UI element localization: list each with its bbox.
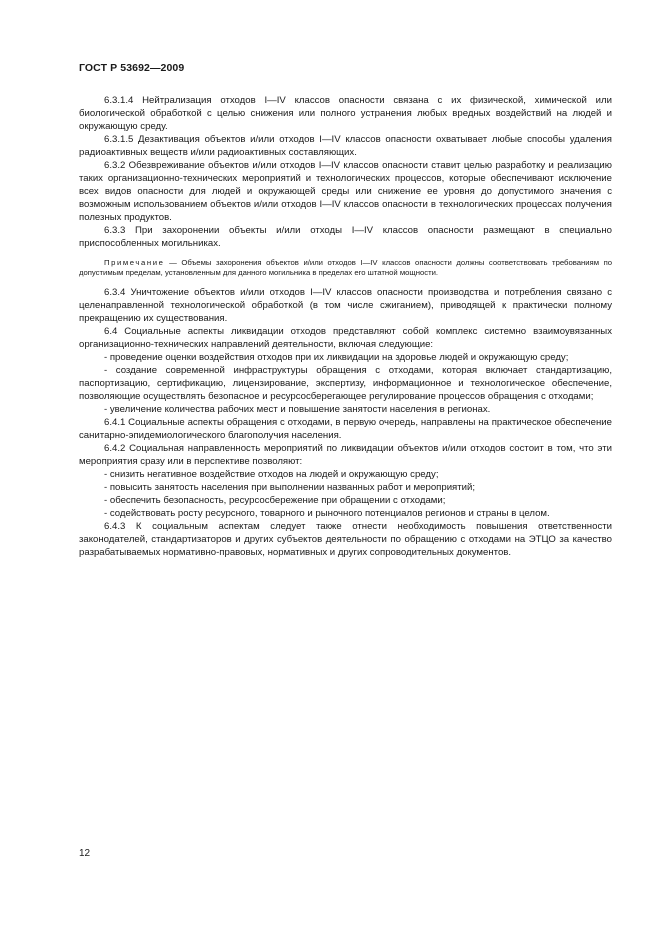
paragraph-6-3-2: 6.3.2 Обезвреживание объектов и/или отходов I—IV классов опасности ставит целью разработку и реализацию таких организационно-технических мероприятий и технологических процессов, которые обеспечивают исключение всех видов опасности для людей и окружающей среды или снижение ее уровня до допустимого значения с возможным использованием объектов и/или отходов I—IV классов опасности в технологических процессах получения полезных продуктов. xyxy=(79,160,612,223)
list-item: - повысить занятость населения при выполнении названных работ и мероприятий; xyxy=(104,481,476,493)
paragraph-6-3-1-4: 6.3.1.4 Нейтрализация отходов I—IV классов опасности связана с их физической, химической или биологической обработкой с целью снижения или полного устранения любых вредных воздействий на людей и окружающую среду. xyxy=(79,95,612,132)
note-text: — Объемы захоронения объектов и/или отходов I—IV классов опасности должны соответствовать требованиям по допустимым пределам, установленным для данного могильника в пределах его штатной мощности. xyxy=(79,258,613,278)
list-item: - снизить негативное воздействие отходов на людей и окружающую среду; xyxy=(104,468,439,480)
note xyxy=(79,258,612,279)
paragraph-6-3-1-5: 6.3.1.5 Дезактивация объектов и/или отходов I—IV классов опасности охватывает любые способы удаления радиоактивных веществ и/или радиоактивных составляющих. xyxy=(79,134,612,158)
document-header: ГОСТ Р 53692—2009 xyxy=(79,62,185,74)
list-item: - проведение оценки воздействия отходов при их ликвидации на здоровье людей и окружающую среду; xyxy=(104,351,569,363)
list-item: - содействовать росту ресурсного, товарного и рыночного потенциалов регионов и страны в целом. xyxy=(104,507,550,519)
list-item: - обеспечить безопасность, ресурсосбережение при обращении с отходами; xyxy=(104,494,446,506)
paragraph-6-4-3: 6.4.3 К социальным аспектам следует также отнести необходимость повышения ответственности законодателей, стандартизаторов и других субъектов деятельности по обращению с отходами на ЭТЦО за качество разрабатываемых нормативно-правовых, нормативных и других сопроводительных документов. xyxy=(79,520,612,558)
paragraph-6-4-1: 6.4.1 Социальные аспекты обращения с отходами, в первую очередь, направлены на практическое обеспечение санитарно-эпидемиологического благополучия населения. xyxy=(79,416,612,441)
note-label: Примечание xyxy=(104,258,165,267)
list-item: - увеличение количества рабочих мест и повышение занятости населения в регионах. xyxy=(104,403,491,415)
paragraph-6-3-3: 6.3.3 При захоронении объекты и/или отходы I—IV классов опасности размещают в специально приспособленных могильниках. xyxy=(79,225,612,249)
paragraph-6-4-2: 6.4.2 Социальная направленность мероприятий по ликвидации объектов и/или отходов состоит в том, что эти мероприятия сразу или в перспективе позволяют: xyxy=(79,442,612,467)
page-number: 12 xyxy=(79,848,91,859)
paragraph-6-3-4: 6.3.4 Уничтожение объектов и/или отходов I—IV классов опасности производства и потребления связано с целенаправленной технологической обработкой (в том числе сжиганием), приводящей к практически полному прекращению их существования. xyxy=(79,286,612,324)
document-body xyxy=(79,94,612,559)
paragraph-6-4: 6.4 Социальные аспекты ликвидации отходов представляют собой комплекс системно взаимоувязанных организационно-технических направлений деятельности, включая следующие: xyxy=(79,325,612,350)
list-item: - создание современной инфраструктуры обращения с отходами, которая включает стандартизацию, паспортизацию, сертификацию, лицензирование, экспертизу, информационное и технологическое обеспечение, позволяющие осуществлять безопасное и ресурсосберегающее регулирование процессов обращения с отходами; xyxy=(79,364,612,402)
